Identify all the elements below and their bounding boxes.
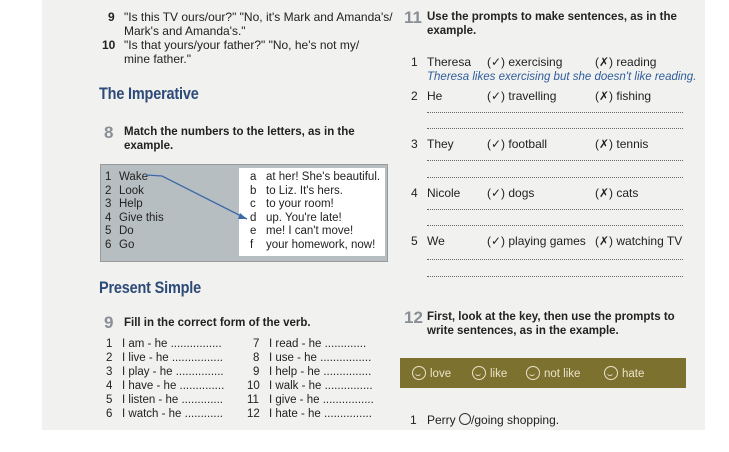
verb-item[interactable]: I watch - he ............ bbox=[122, 408, 223, 420]
verb-item-number: 9 bbox=[253, 366, 260, 378]
exercise-number-11: 11 bbox=[404, 8, 422, 27]
verb-item-number: 4 bbox=[106, 380, 113, 392]
answer-line[interactable] bbox=[427, 177, 683, 178]
ex11-subject: He bbox=[427, 89, 443, 103]
match-word: Wake bbox=[119, 171, 148, 183]
ex11-like: (✓) football bbox=[487, 137, 548, 151]
match-phrase: your homework, now! bbox=[266, 238, 376, 251]
key-not-like: not like bbox=[526, 366, 580, 380]
verb-item[interactable]: I listen - he ............. bbox=[122, 394, 223, 406]
ex11-like: (✓) dogs bbox=[487, 186, 535, 200]
verb-item-number: 10 bbox=[247, 380, 260, 392]
match-number: 3 bbox=[105, 198, 112, 210]
match-letter: d bbox=[250, 211, 257, 224]
ex11-like: (✓) exercising bbox=[487, 55, 563, 69]
ex11-subject: They bbox=[427, 137, 454, 151]
emotion-key-bar bbox=[400, 358, 686, 388]
verb-item-number: 11 bbox=[247, 394, 259, 406]
verb-item[interactable]: I live - he ................ bbox=[122, 352, 223, 364]
sad-face-icon bbox=[604, 366, 618, 380]
workbook-page bbox=[42, 0, 705, 430]
exercise-number-8: 8 bbox=[104, 123, 114, 142]
exercise-12-instruction: First, look at the key, then use the prompts to write sentences, as in the example. bbox=[427, 311, 675, 337]
verb-item-number: 6 bbox=[106, 408, 113, 420]
match-letter: c bbox=[250, 198, 256, 210]
match-letter: f bbox=[250, 238, 254, 251]
happy-face-icon bbox=[412, 366, 426, 380]
match-phrase: to your room! bbox=[266, 198, 334, 210]
match-number: 5 bbox=[105, 225, 112, 237]
match-phrase: at her! She's beautiful. bbox=[266, 171, 381, 183]
ex11-like: (✓) travelling bbox=[487, 89, 557, 103]
exercise-11-instruction: Use the prompts to make sentences, as in the example. bbox=[427, 11, 677, 37]
answer-line[interactable] bbox=[427, 276, 683, 277]
verb-item-number: 8 bbox=[253, 352, 260, 364]
example-answer: Theresa likes exercising but she doesn't like reading. bbox=[427, 71, 697, 83]
match-phrase: me! I can't move! bbox=[266, 225, 354, 237]
item-9: 9 bbox=[108, 10, 115, 24]
section-heading-imperative: The Imperative bbox=[99, 84, 199, 103]
match-phrase: up. You're late! bbox=[266, 211, 342, 224]
match-word: Look bbox=[119, 184, 144, 197]
verb-item[interactable]: I hate - he ............... bbox=[269, 408, 372, 420]
verb-item[interactable]: I read - he ............. bbox=[269, 338, 367, 350]
section-heading-present-simple: Present Simple bbox=[99, 278, 202, 297]
item-10: 10 bbox=[102, 38, 116, 52]
ex11-subject: We bbox=[427, 234, 445, 248]
verb-item[interactable]: I have - he .............. bbox=[122, 380, 225, 392]
exercise-8-instruction: Match the numbers to the letters, as in the example. bbox=[124, 126, 355, 152]
ex11-subject: Nicole bbox=[427, 186, 461, 200]
answer-line[interactable] bbox=[427, 128, 683, 129]
key-love: love bbox=[412, 366, 451, 380]
exercise-number-9: 9 bbox=[104, 313, 114, 332]
verb-item[interactable]: I help - he ............... bbox=[269, 366, 372, 378]
ex11-item-number: 1 bbox=[411, 55, 418, 69]
ex11-dislike: (✗) watching TV bbox=[595, 234, 683, 248]
match-word: Do bbox=[119, 225, 134, 237]
verb-item[interactable]: I use - he ................ bbox=[269, 352, 372, 364]
item-10-text: "Is that yours/your father?" "No, he's not my/ mine father." bbox=[124, 38, 360, 66]
ex11-dislike: (✗) reading bbox=[595, 55, 657, 69]
neutral-face-icon bbox=[526, 366, 540, 380]
answer-line[interactable] bbox=[427, 112, 683, 113]
ex11-item-number: 5 bbox=[411, 234, 418, 248]
match-number: 6 bbox=[105, 238, 112, 251]
match-letter: e bbox=[250, 225, 257, 237]
verb-item-number: 12 bbox=[247, 408, 260, 420]
match-word: Go bbox=[119, 238, 135, 251]
match-letter: b bbox=[250, 184, 257, 197]
match-phrase: to Liz. It's hers. bbox=[266, 184, 343, 197]
match-number: 2 bbox=[105, 184, 112, 197]
exercise-number-12: 12 bbox=[404, 308, 423, 327]
verb-item-number: 1 bbox=[106, 338, 113, 350]
answer-line[interactable] bbox=[427, 160, 683, 161]
ex11-dislike: (✗) tennis bbox=[595, 137, 649, 151]
verb-item[interactable]: I am - he ................ bbox=[122, 338, 222, 350]
ex11-item-number: 3 bbox=[411, 137, 418, 151]
match-word: Give this bbox=[119, 211, 164, 224]
verb-item-number: 5 bbox=[106, 394, 113, 406]
answer-line[interactable] bbox=[427, 259, 683, 260]
ex11-dislike: (✗) cats bbox=[595, 186, 639, 200]
verb-item[interactable]: I give - he ................ bbox=[269, 394, 374, 406]
ex11-dislike: (✗) fishing bbox=[595, 89, 652, 103]
verb-item-number: 3 bbox=[106, 366, 113, 378]
match-number: 4 bbox=[105, 211, 112, 224]
ex11-subject: Theresa bbox=[427, 55, 472, 69]
item-9-text: "Is this TV ours/our?" "No, it's Mark and Amanda's/ Mark's and Amanda's." bbox=[124, 10, 393, 38]
smile-face-icon bbox=[459, 413, 471, 425]
smile-face-icon bbox=[472, 366, 486, 380]
ex11-like: (✓) playing games bbox=[487, 234, 586, 248]
exercise-9-instruction: Fill in the correct form of the verb. bbox=[124, 317, 311, 329]
ex12-item-1-text: Perry /going shopping. bbox=[427, 413, 560, 427]
key-like: like bbox=[472, 366, 507, 380]
ex11-item-number: 2 bbox=[411, 89, 418, 103]
ex11-item-number: 4 bbox=[411, 186, 418, 200]
match-number: 1 bbox=[105, 171, 112, 183]
verb-item[interactable]: I walk - he ............... bbox=[269, 380, 373, 392]
match-letter: a bbox=[250, 171, 257, 183]
verb-item[interactable]: I play - he ............... bbox=[122, 366, 224, 378]
answer-line[interactable] bbox=[427, 225, 683, 226]
ex12-item-1: 1 bbox=[410, 413, 417, 427]
verb-item-number: 7 bbox=[253, 338, 260, 350]
verb-item-number: 2 bbox=[106, 352, 113, 364]
answer-line[interactable] bbox=[427, 209, 683, 210]
key-hate: hate bbox=[604, 366, 644, 380]
match-word: Help bbox=[119, 198, 143, 210]
